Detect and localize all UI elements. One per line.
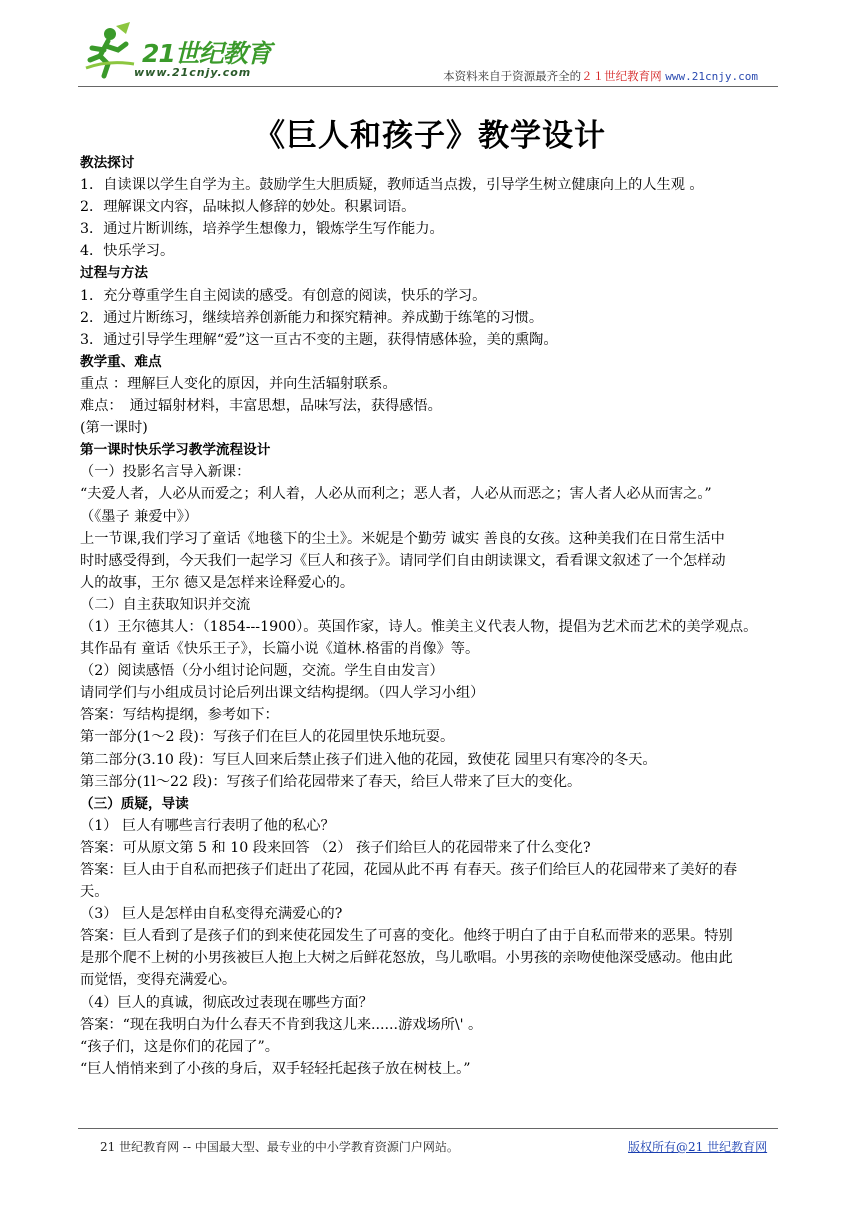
footer-divider: [78, 1128, 778, 1129]
body-line: 答案：巨人由于自私而把孩子们赶出了花园，花园从此不再 有春天。孩子们给巨人的花园带来了美好的春: [80, 862, 738, 878]
body-line: 1．自读课以学生自学为主。鼓励学生大胆质疑，教师适当点拨，引导学生树立健康向上的人生观 。: [80, 177, 704, 194]
body-line: 其作品有 童话《快乐王子》，长篇小说《道林.格雷的肖像》等。: [80, 641, 480, 658]
header-divider: [78, 86, 778, 87]
header-note-url[interactable]: www.21cnjy.com: [665, 70, 758, 83]
body-line: （2）阅读感悟（分小组讨论问题，交流。学生自由发言）: [80, 663, 444, 680]
body-line: “孩子们，这是你们的花园了”。: [80, 1038, 279, 1055]
body-line: 上一节课,我们学习了童话《地毯下的尘土》。米妮是个勤劳 诚实 善良的女孩。这种美我们在日常生活中: [80, 530, 725, 547]
body-line: （1）王尔德其人：（1854---1900）。英国作家，诗人。惟美主义代表人物，提倡为艺术而艺术的美学观点。: [80, 618, 758, 635]
header-note-highlight[interactable]: ２１世纪教育网: [581, 69, 662, 83]
section-heading: 过程与方法: [80, 265, 148, 282]
body-line: 答案：“现在我明白为什么春天不肯到我这儿来......游戏场所\' 。: [80, 1016, 483, 1033]
body-line: 第一部分(1～2 段)：写孩子们在巨人的花园里快乐地玩耍。: [80, 729, 455, 746]
runner-logo-icon: [82, 20, 142, 82]
body-line: 第三部分(1l～22 段)：写孩子们给花园带来了春天，给巨人带来了巨大的变化。: [80, 773, 582, 790]
body-line: “夫爱人者，人必从而爱之；利人着，人必从而利之；恶人者，人必从而恶之；害人者人必从而害之。”: [80, 486, 712, 503]
body-line: 重点 ：理解巨人变化的原因，并向生活辐射联系。: [80, 375, 397, 392]
body-line: 人的故事，王尔 德又是怎样来诠释爱心的。: [80, 574, 355, 591]
section-heading: 教学重、难点: [80, 353, 162, 370]
section-heading: （三）质疑，导读: [80, 795, 189, 812]
body-line: 请同学们与小组成员讨论后列出课文结构提纲。（四人学习小组）: [80, 685, 485, 702]
body-line: 1．充分尊重学生自主阅读的感受。有创意的阅读，快乐的学习。: [80, 287, 487, 304]
document-title: 《巨人和孩子》教学设计: [254, 118, 606, 154]
body-line: 天。: [80, 884, 109, 901]
body-line: (第一课时): [80, 420, 148, 437]
body-line: 时时感受得到，今天我们一起学习《巨人和孩子》。请同学们自由朗读课文，看看课文叙述了一个怎样动: [80, 552, 726, 569]
body-line: （《墨子 兼爱中》）: [80, 508, 198, 525]
body-line: 第二部分(3.10 段)：写巨人回来后禁止孩子们进入他的花园，致使花 园里只有寒冷的冬天。: [80, 751, 657, 768]
footer-text: 21 世纪教育网 -- 中国最大型、最专业的中小学教育资源门户网站。: [100, 1140, 459, 1154]
copyright-link[interactable]: 版权所有@21 世纪教育网: [628, 1140, 768, 1154]
site-logo[interactable]: [82, 20, 302, 86]
body-line: （4）巨人的真诚，彻底改过表现在哪些方面？: [80, 994, 373, 1011]
document-body: [80, 152, 788, 1080]
body-line: （二）自主获取知识并交流: [80, 596, 251, 613]
header-note: [443, 68, 758, 84]
body-line: 4．快乐学习。: [80, 243, 175, 260]
section-heading: 第一课时快乐学习教学流程设计: [80, 442, 271, 459]
body-line: （1） 巨人有哪些言行表明了他的私心？: [80, 817, 335, 834]
page-header: [78, 20, 778, 88]
body-line: 难点： 通过辐射材料，丰富思想，品味写法，获得感悟。: [80, 398, 442, 415]
body-line: 2．通过片断练习，继续培养创新能力和探究精神。养成勤于练笔的习惯。: [80, 309, 544, 326]
body-line: 3．通过片断训练，培养学生想像力，锻炼学生写作能力。: [80, 221, 444, 238]
body-line: （一）投影名言导入新课：: [80, 464, 251, 481]
body-line: 而觉悟，变得充满爱心。: [80, 972, 237, 989]
body-line: （3） 巨人是怎样由自私变得充满爱心的?: [80, 906, 343, 923]
body-line: 答案：巨人看到了是孩子们的到来使花园发生了可喜的变化。他终于明白了由于自私而带来的恶果。特别: [80, 928, 733, 945]
body-line: “巨人悄悄来到了小孩的身后，双手轻轻托起孩子放在树枝上。”: [80, 1060, 471, 1077]
logo-text: 21世纪教育: [142, 39, 271, 68]
header-note-prefix: 本资料来自于资源最齐全的: [443, 69, 582, 83]
body-line: 是那个爬不上树的小男孩被巨人抱上大树之后鲜花怒放，鸟儿歌唱。小男孩的亲吻使他深受感动。他由此: [80, 950, 733, 967]
body-line: 3．通过引导学生理解“爱”这一亘古不变的主题，获得情感体验，美的熏陶。: [80, 331, 558, 348]
logo-url: www.21cnjy.com: [134, 66, 252, 79]
body-line: 答案：写结构提纲，参考如下：: [80, 707, 279, 724]
body-line: 2．理解课文内容，品味拟人修辞的妙处。积累词语。: [80, 199, 416, 216]
body-line: 答案：可从原文第 5 和 10 段来回答 （2） 孩子们给巨人的花园带来了什么变化?: [80, 839, 591, 856]
section-heading: 教法探讨: [80, 155, 135, 171]
